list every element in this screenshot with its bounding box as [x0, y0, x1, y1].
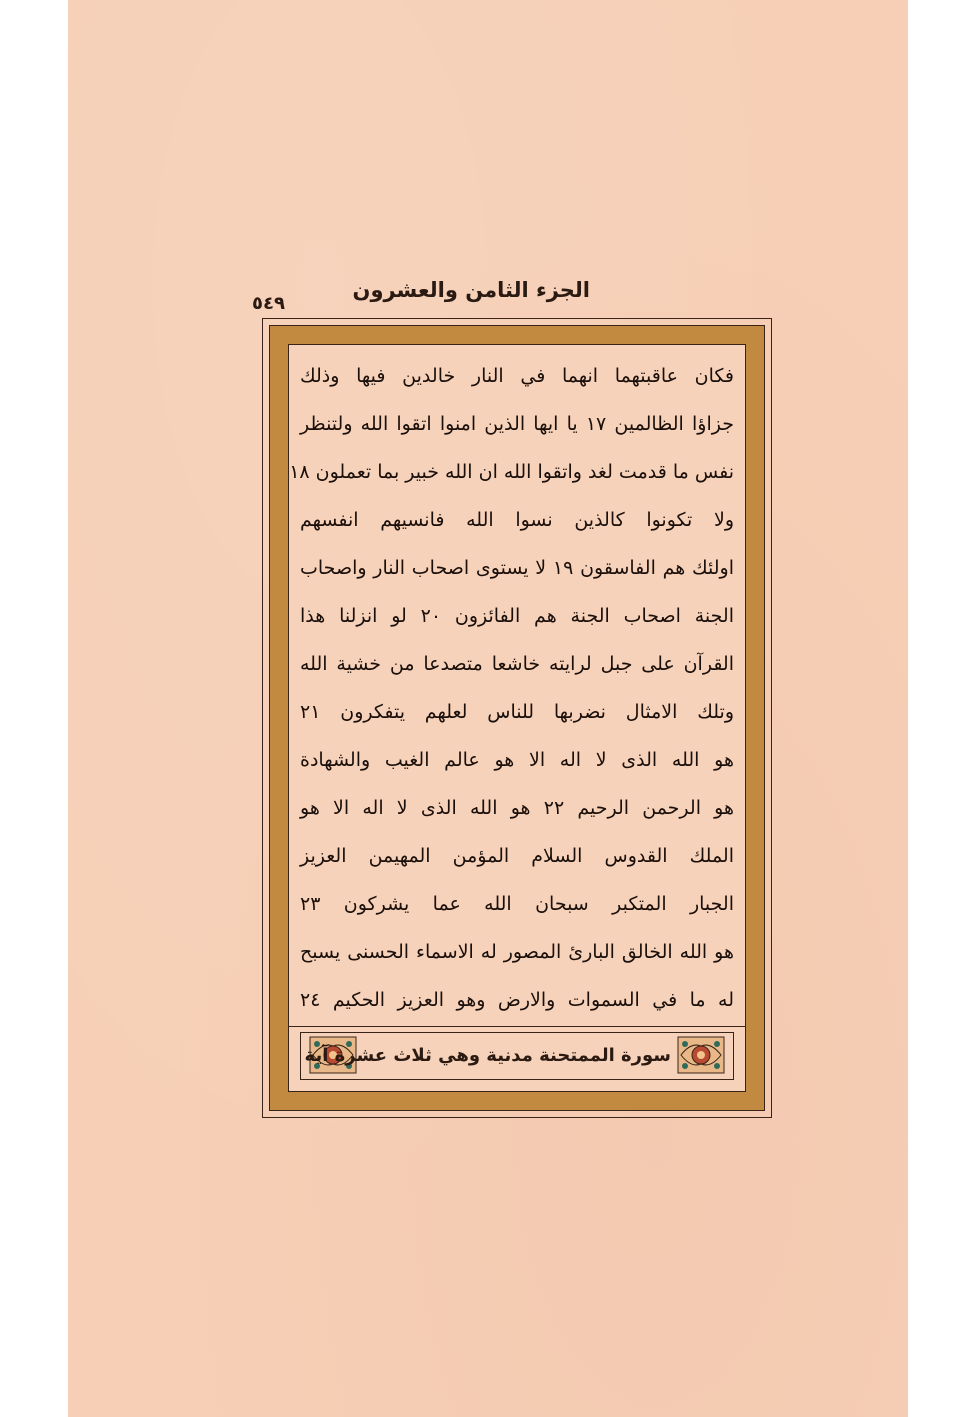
verse-line: هو الرحمن الرحيم ٢٢ هو الله الذى لا اله الا هو [300, 797, 735, 819]
verse-line: نفس ما قدمت لغد واتقوا الله ان الله خبير بما تعملون ١٨ [289, 461, 734, 483]
heading-divider [288, 1026, 746, 1027]
floral-ornament-icon [677, 1036, 725, 1074]
verse-line: اولئك هم الفاسقون ١٩ لا يستوى اصحاب النار واصحاب [300, 557, 735, 579]
verse-line: له ما في السموات والارض وهو العزيز الحكيم ٢٤ [300, 989, 734, 1011]
verse-line: الملك القدوس السلام المؤمن المهيمن العزيز [300, 845, 734, 867]
juz-title: الجزء الثامن والعشرون [352, 278, 590, 302]
page-number: ٥٤٩ [252, 293, 285, 314]
surah-title: سورة الممتحنة مدنية وهي ثلاث عشرة آية [304, 1045, 671, 1066]
verse-text-block [289, 352, 735, 1024]
verse-line: ولا تكونوا كالذين نسوا الله فانسيهم انفسهم [300, 509, 734, 531]
verse-line: هو الله الذى لا اله الا هو عالم الغيب والشهادة [300, 749, 734, 771]
verse-line: القرآن على جبل لرايته خاشعا متصدعا من خشية الله [300, 653, 734, 675]
verse-line: الجبار المتكبر سبحان الله عما يشركون ٢٣ [300, 893, 734, 915]
verse-line: هو الله الخالق البارئ المصور له الاسماء الحسنى يسبح [300, 941, 734, 963]
verse-line: الجنة اصحاب الجنة هم الفائزون ٢٠ لو انزلنا هذا [300, 605, 734, 627]
verse-line: وتلك الامثال نضربها للناس لعلهم يتفكرون ٢١ [300, 701, 734, 723]
verse-line: فكان عاقبتهما انهما في النار خالدين فيها وذلك [300, 365, 734, 387]
verse-line: جزاؤا الظالمين ١٧ يا ايها الذين امنوا اتقوا الله ولتنظر [300, 413, 734, 435]
surah-heading-band [300, 1032, 734, 1080]
